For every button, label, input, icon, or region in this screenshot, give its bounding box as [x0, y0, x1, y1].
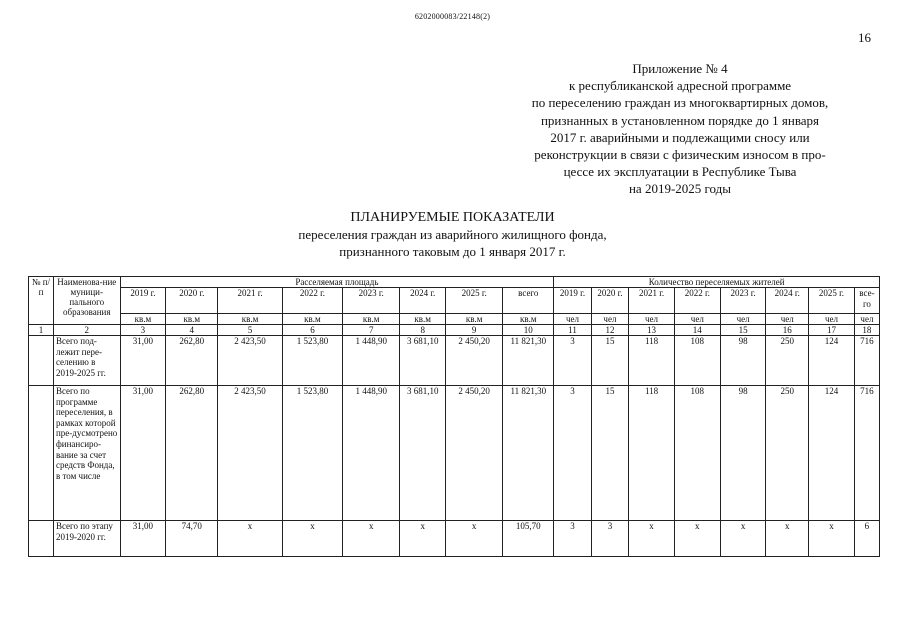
appendix-line: реконструкции в связи с физическим износом в про-	[534, 147, 826, 163]
header-people-year: 2021 г.	[629, 288, 675, 314]
header-area-year: 2021 г.	[218, 288, 282, 314]
area-value: 2 423,50	[218, 386, 282, 521]
area-value: 1 448,90	[343, 336, 400, 386]
header-people-year: 2020 г.	[591, 288, 628, 314]
header-column-number: 2	[53, 325, 120, 336]
area-value: x	[218, 521, 282, 557]
row-label: Всего по программе переселения, в рамках которой пре-дусмотрено финансиро-вание за счет средств Фонда, в том числе	[53, 386, 120, 521]
header-people-unit: чел	[629, 314, 675, 325]
area-value: 2 450,20	[446, 336, 503, 386]
header-people-year: 2023 г.	[720, 288, 766, 314]
table-row	[29, 521, 880, 557]
header-column-number: 12	[591, 325, 628, 336]
people-value: 15	[591, 336, 628, 386]
people-value: x	[766, 521, 809, 557]
appendix-line: к республиканской адресной программе	[568, 78, 792, 94]
header-people-group: Количество переселяемых жителей	[554, 277, 880, 288]
header-area-unit: кв.м	[282, 314, 342, 325]
header-column-number: 4	[166, 325, 218, 336]
people-value: 98	[720, 336, 766, 386]
header-people-unit: чел	[854, 314, 879, 325]
area-value: x	[400, 521, 446, 557]
people-value: 716	[854, 336, 879, 386]
header-column-number: 15	[720, 325, 766, 336]
header-people-year: 2019 г.	[554, 288, 591, 314]
appendix-line: цессе их эксплуатации в Республике Тыва	[563, 164, 797, 180]
header-people-unit: чел	[766, 314, 809, 325]
row-number	[29, 521, 54, 557]
area-value: 31,00	[120, 521, 166, 557]
header-area-unit: кв.м	[400, 314, 446, 325]
people-value: 3	[554, 386, 591, 521]
header-area-year: 2023 г.	[343, 288, 400, 314]
area-value: 3 681,10	[400, 386, 446, 521]
area-value: 2 423,50	[218, 336, 282, 386]
row-number	[29, 336, 54, 386]
document-code: 6202000083/22148(2)	[414, 12, 491, 21]
title-sub-1: переселения граждан из аварийного жилищного фонда,	[298, 227, 607, 242]
people-value: 716	[854, 386, 879, 521]
people-value: 108	[674, 386, 720, 521]
appendix-header	[480, 60, 880, 198]
table-row	[29, 386, 880, 521]
header-column-number: 10	[503, 325, 554, 336]
header-column-number: 3	[120, 325, 166, 336]
title-sub-2: признанного таковым до 1 января 2017 г.	[339, 244, 566, 259]
header-municipality: Наименова-ние муници-пального образования	[53, 277, 120, 325]
header-area-group: Расселяемая площадь	[120, 277, 554, 288]
header-area-unit: кв.м	[218, 314, 282, 325]
header-people-year: 2022 г.	[674, 288, 720, 314]
header-people-unit: чел	[591, 314, 628, 325]
header-num: № п/п	[29, 277, 54, 325]
appendix-line: Приложение № 4	[632, 61, 728, 76]
people-value: 250	[766, 386, 809, 521]
header-column-number: 7	[343, 325, 400, 336]
header-area-year: 2022 г.	[282, 288, 342, 314]
area-value: 11 821,30	[503, 386, 554, 521]
people-value: 6	[854, 521, 879, 557]
people-value: 118	[629, 336, 675, 386]
header-column-number: 16	[766, 325, 809, 336]
indicators-table	[28, 276, 880, 557]
document-title	[0, 209, 905, 260]
header-people-unit: чел	[720, 314, 766, 325]
header-people-year: 2025 г.	[809, 288, 855, 314]
area-value: 1 448,90	[343, 386, 400, 521]
table-row	[29, 336, 880, 386]
appendix-line: на 2019-2025 годы	[628, 181, 732, 197]
header-area-unit: кв.м	[446, 314, 503, 325]
header-column-number: 9	[446, 325, 503, 336]
title-main: ПЛАНИРУЕМЫЕ ПОКАЗАТЕЛИ	[350, 210, 555, 225]
people-value: x	[720, 521, 766, 557]
header-area-unit: кв.м	[503, 314, 554, 325]
area-value: 2 450,20	[446, 386, 503, 521]
header-column-number: 13	[629, 325, 675, 336]
area-value: 105,70	[503, 521, 554, 557]
appendix-line: признанных в установленном порядке до 1 января	[540, 112, 820, 128]
row-number	[29, 386, 54, 521]
appendix-line: по переселению граждан из многоквартирных домов,	[531, 95, 829, 111]
area-value: 1 523,80	[282, 386, 342, 521]
people-value: x	[809, 521, 855, 557]
area-value: 3 681,10	[400, 336, 446, 386]
header-people-unit: чел	[674, 314, 720, 325]
area-value: x	[282, 521, 342, 557]
area-value: 31,00	[120, 386, 166, 521]
header-column-number: 8	[400, 325, 446, 336]
people-value: 3	[554, 521, 591, 557]
people-value: 15	[591, 386, 628, 521]
people-value: 98	[720, 386, 766, 521]
area-value: 74,70	[166, 521, 218, 557]
header-area-unit: кв.м	[166, 314, 218, 325]
area-value: 1 523,80	[282, 336, 342, 386]
people-value: 124	[809, 386, 855, 521]
row-label: Всего под-лежит пере-селению в 2019-2025 гг.	[53, 336, 120, 386]
header-column-number: 5	[218, 325, 282, 336]
header-area-year: 2019 г.	[120, 288, 166, 314]
header-column-number: 17	[809, 325, 855, 336]
header-area-unit: кв.м	[120, 314, 166, 325]
people-value: 250	[766, 336, 809, 386]
area-value: 262,80	[166, 386, 218, 521]
row-label: Всего по этапу 2019-2020 гг.	[53, 521, 120, 557]
area-value: 11 821,30	[503, 336, 554, 386]
header-area-year: 2025 г.	[446, 288, 503, 314]
people-value: 124	[809, 336, 855, 386]
people-value: 108	[674, 336, 720, 386]
area-value: 31,00	[120, 336, 166, 386]
header-column-number: 6	[282, 325, 342, 336]
area-value: x	[343, 521, 400, 557]
header-people-year: все-го	[854, 288, 879, 314]
people-value: 3	[554, 336, 591, 386]
header-people-year: 2024 г.	[766, 288, 809, 314]
appendix-line: 2017 г. аварийными и подлежащими сносу или	[550, 129, 810, 145]
page-number: 16	[858, 30, 871, 45]
header-column-number: 1	[29, 325, 54, 336]
header-column-number: 18	[854, 325, 879, 336]
people-value: 118	[629, 386, 675, 521]
people-value: 3	[591, 521, 628, 557]
header-people-unit: чел	[809, 314, 855, 325]
people-value: x	[629, 521, 675, 557]
header-column-number: 11	[554, 325, 591, 336]
header-area-year: всего	[503, 288, 554, 314]
area-value: x	[446, 521, 503, 557]
people-value: x	[674, 521, 720, 557]
header-area-unit: кв.м	[343, 314, 400, 325]
header-area-year: 2020 г.	[166, 288, 218, 314]
area-value: 262,80	[166, 336, 218, 386]
header-column-number: 14	[674, 325, 720, 336]
header-people-unit: чел	[554, 314, 591, 325]
header-area-year: 2024 г.	[400, 288, 446, 314]
